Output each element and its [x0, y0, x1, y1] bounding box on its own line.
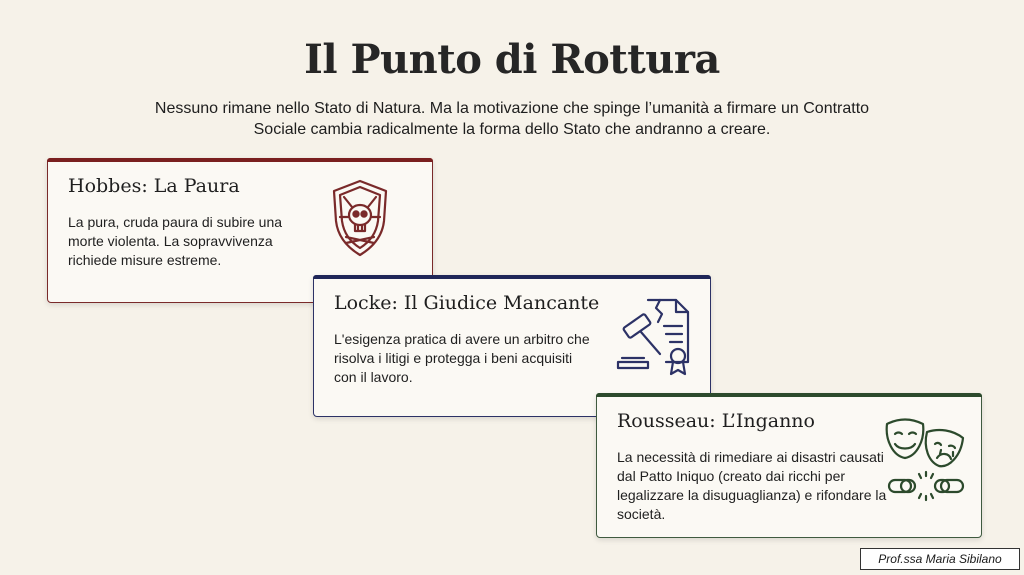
- gavel-contract-icon: [614, 296, 696, 378]
- card-text: La pura, cruda paura di subire una morte violenta. La sopravvivenza richiede misure estreme.: [68, 214, 283, 268]
- theater-masks-broken-chain-icon: [883, 416, 969, 508]
- card-title: Rousseau: L’Inganno: [617, 410, 815, 432]
- card-accent-bar: [47, 158, 433, 162]
- card-accent-bar: [596, 393, 982, 397]
- skull-shield-icon: [324, 177, 396, 259]
- author-credit: Prof.ssa Maria Sibilano: [860, 548, 1020, 570]
- card-rousseau: [596, 393, 982, 538]
- page-title: Il Punto di Rottura: [304, 36, 720, 83]
- card-text: La necessità di rimediare ai disastri causati dal Patto Iniquo (creato dai ricchi per legalizzare la disuguaglianza) e rifondare la società.: [617, 449, 887, 522]
- card-title: Locke: Il Giudice Mancante: [334, 292, 600, 314]
- card-title: Hobbes: La Paura: [68, 175, 240, 197]
- page-subtitle: Nessuno rimane nello Stato di Natura. Ma la motivazione che spinge l’umanità a firmare un Contratto Sociale cambia radicalmente la forma dello Stato che andranno a creare.: [154, 100, 870, 138]
- card-accent-bar: [313, 275, 711, 279]
- card-text: L'esigenza pratica di avere un arbitro che risolva i litigi e protegga i beni acquisiti con il lavoro.: [334, 331, 590, 385]
